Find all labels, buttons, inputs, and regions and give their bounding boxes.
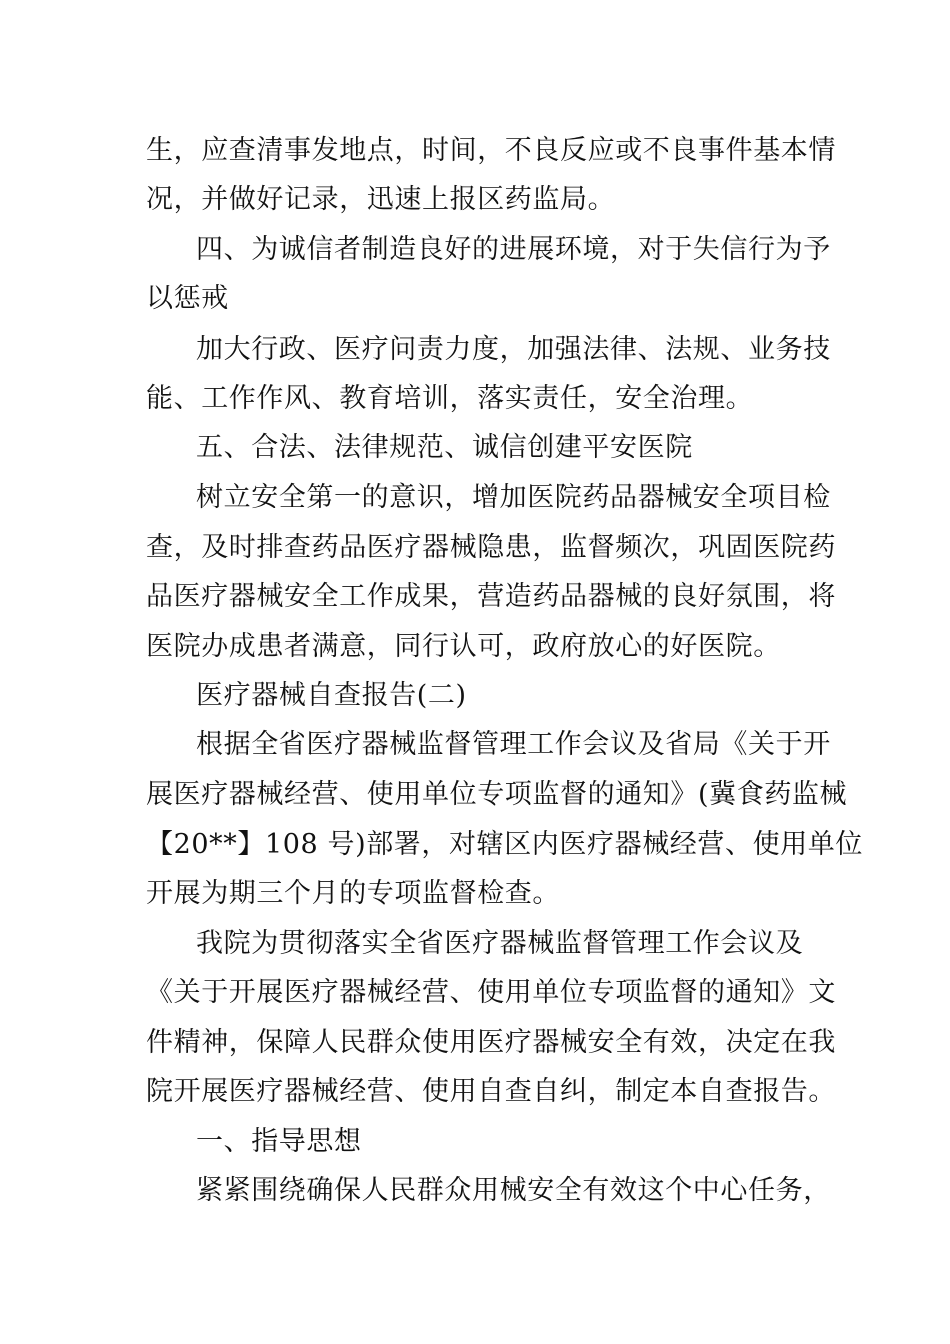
paragraph-line: 加大行政、医疗问责力度，加强法律、法规、业务技 [196,334,831,365]
paragraph-line: 品医疗器械安全工作成果，营造药品器械的良好氛围，将 [146,581,836,612]
paragraph-line: 我院为贯彻落实全省医疗器械监督管理工作会议及 [196,928,804,959]
section-heading: 四、为诚信者制造良好的进展环境，对于失信行为予 [196,234,831,265]
section-heading: 一、指导思想 [196,1126,362,1157]
paragraph-line: 能、工作作风、教育培训，落实责任，安全治理。 [146,383,754,414]
paragraph-line: 件精神，保障人民群众使用医疗器械安全有效，决定在我 [146,1027,836,1058]
paragraph-line: 【20**】108 号)部署，对辖区内医疗器械经营、使用单位 [146,829,864,860]
paragraph-line: 根据全省医疗器械监督管理工作会议及省局《关于开 [196,729,831,760]
paragraph-line: 院开展医疗器械经营、使用自查自纠，制定本自查报告。 [146,1076,836,1107]
paragraph-line: 《关于开展医疗器械经营、使用单位专项监督的通知》文 [146,977,836,1008]
paragraph-line: 查，及时排查药品医疗器械隐患，监督频次，巩固医院药 [146,532,836,563]
paragraph-line: 生，应查清事发地点，时间，不良反应或不良事件基本情 [146,135,836,166]
paragraph-line: 开展为期三个月的专项监督检查。 [146,878,560,909]
paragraph-line: 紧紧围绕确保人民群众用械安全有效这个中心任务， [196,1175,831,1206]
paragraph-line: 医院办成患者满意，同行认可，政府放心的好医院。 [146,631,781,662]
section-heading: 五、合法、法律规范、诚信创建平安医院 [196,432,693,463]
paragraph-line: 展医疗器械经营、使用单位专项监督的通知》(冀食药监械 [146,779,848,810]
report-title: 医疗器械自查报告(二) [196,680,467,711]
paragraph-line: 树立安全第一的意识，增加医院药品器械安全项目检 [196,482,831,513]
paragraph-line: 况，并做好记录，迅速上报区药监局。 [146,184,616,215]
section-heading: 以惩戒 [146,283,229,314]
